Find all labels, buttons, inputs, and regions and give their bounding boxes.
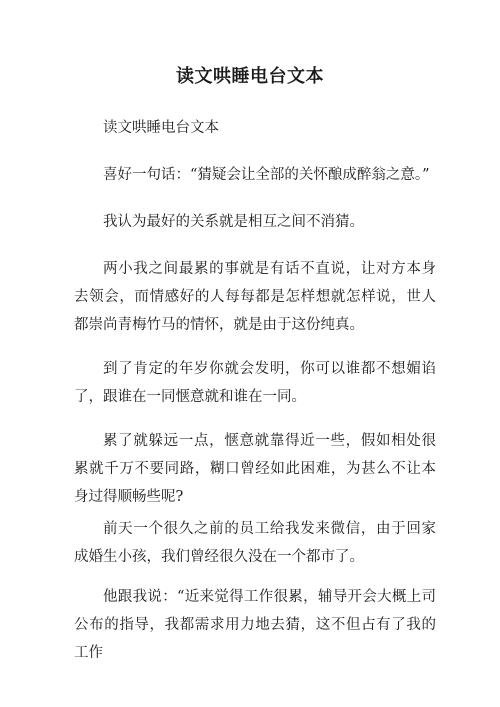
paragraph-subtitle: 读文哄睡电台文本: [103, 120, 219, 136]
paragraph-former-employee: 前天一个很久之前的员工给我发来微信，由于回家成婚生小孩，我们曾经很久没在一个都市了。: [74, 521, 436, 565]
paragraph-favorite-quote: 喜好一句话：“猜疑会让全部的关怀酿成醉翁之意。”: [103, 167, 430, 183]
paragraph-certain-age: 到了肯定的年岁你就会发明，你可以谁都不想媚谄了，跟谁在一同惬意就和谁在一同。: [74, 361, 436, 405]
paragraph-employee-quote: 他跟我说：“近来觉得工作很累，辅导开会大概上司公布的指导，我都需求用力地去猜，这不但占有了我的工作: [74, 589, 436, 661]
paragraph-speak-directly: 两小我之间最累的事就是有话不直说，让对方本身去领会，而情感好的人每每都是怎样想就怎样说，世人都崇尚青梅竹马的情怀，就是由于这份纯真。: [74, 261, 436, 333]
page-title: 读文哄睡电台文本: [176, 66, 324, 87]
paragraph-best-relationship: 我认为最好的关系就是相互之间不消猜。: [103, 214, 364, 230]
paragraph-tired-distance: 累了就躲远一点，惬意就靠得近一些，假如相处很累就千万不要同路，糊口曾经如此困难，为甚么不让本身过得顺畅些呢?: [74, 433, 436, 505]
